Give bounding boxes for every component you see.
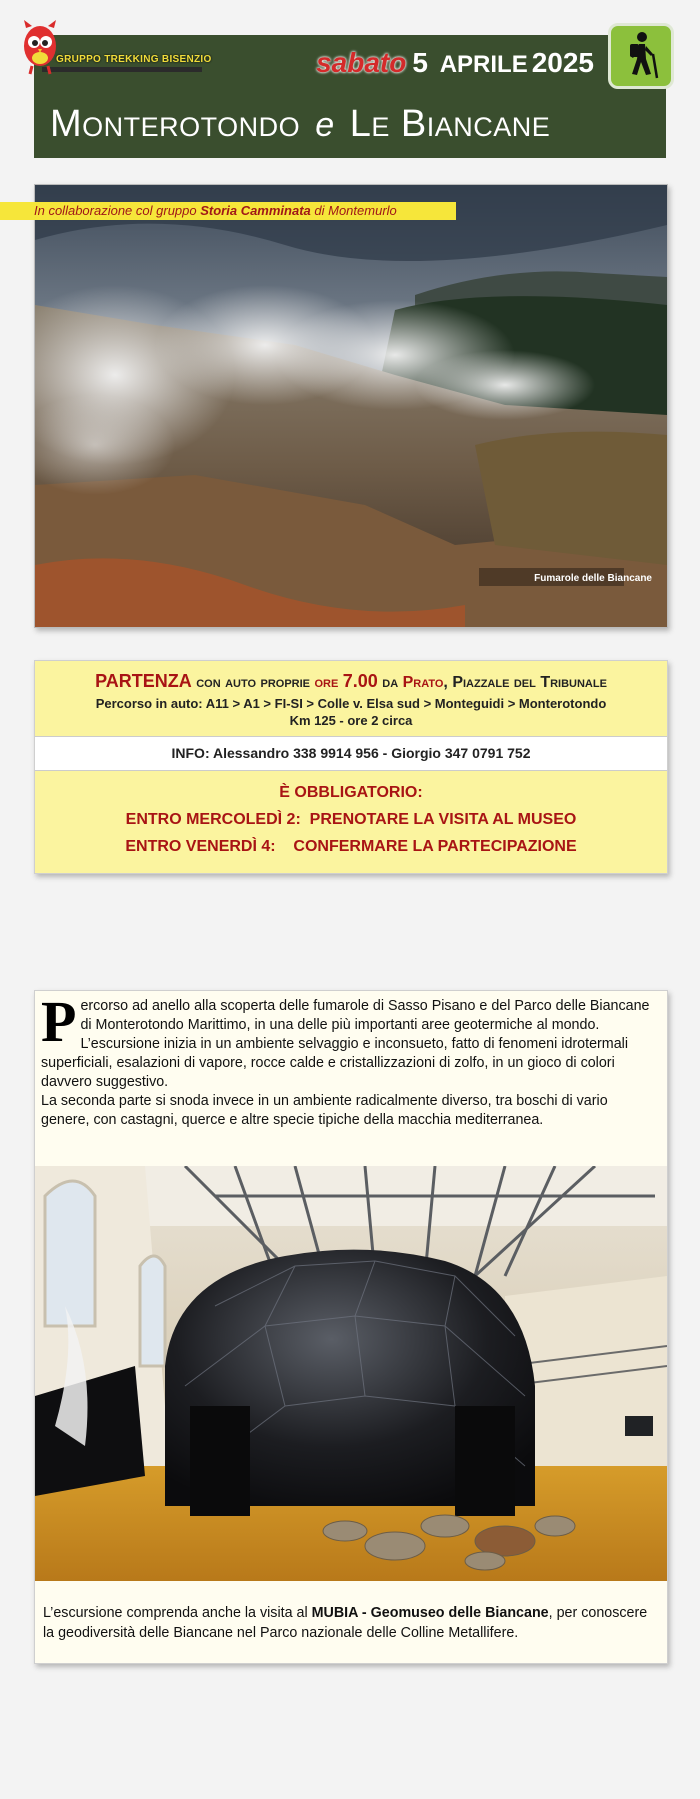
page-title — [50, 103, 550, 146]
photo-caption: Fumarole delle Biancane — [534, 573, 652, 584]
mandatory-line-1: ENTRO MERCOLEDÌ 2: PRENOTARE LA VISITA AL MUSEO — [125, 811, 577, 828]
collab-suffix: di Montemurlo — [310, 203, 397, 218]
mandatory-section — [35, 771, 667, 873]
date-number: 5 — [412, 47, 428, 78]
mandatory-title: È OBBLIGATORIO: — [279, 784, 423, 801]
description-text — [41, 989, 659, 1130]
hiker-icon-box — [608, 23, 674, 89]
date-year: 2025 — [531, 47, 594, 78]
departure-da: da — [382, 674, 399, 691]
event-date — [316, 47, 594, 79]
museum-photo — [35, 1166, 667, 1581]
hiker-icon — [611, 26, 671, 86]
title-part-1: Monterotondo — [50, 103, 301, 145]
distance-duration: Km 125 - ore 2 circa — [289, 713, 413, 728]
title-part-2: Le Biancane — [349, 103, 551, 145]
departure-line — [35, 671, 667, 692]
date-month: APRILE — [439, 51, 528, 78]
collaboration-banner — [0, 202, 456, 220]
mandatory-line-2: ENTRO VENERDÌ 4: CONFERMARE LA PARTECIPAZIONE — [125, 838, 577, 855]
title-connector: e — [315, 106, 335, 144]
departure-place: , Piazzale del Tribunale — [443, 674, 607, 691]
description-paragraph-2: La seconda parte si snoda invece in un ambiente radicalmente diverso, tra boschi di vario genere, con castagni, querce e altre specie tipiche della macchia mediterranea. — [41, 1093, 608, 1128]
departure-time: 7.00 — [342, 671, 378, 691]
fumarole-photo — [34, 184, 668, 628]
group-name: GRUPPO TREKKING BISENZIO — [56, 54, 212, 65]
collab-group: Storia Camminata — [200, 203, 311, 218]
departure-section — [35, 661, 667, 736]
date-day: sabato — [316, 47, 407, 78]
collab-prefix: In collaborazione col gruppo — [34, 203, 201, 218]
owl-logo — [18, 18, 62, 76]
museum-name: MUBIA - Geomuseo delle Biancane — [311, 1605, 549, 1621]
drop-cap: P — [41, 989, 77, 1054]
departure-ore: ore — [314, 674, 339, 691]
car-route: Percorso in auto: A11 > A1 > FI-SI > Colle v. Elsa sud > Monteguidi > Monterotondo — [95, 696, 607, 711]
description-panel — [34, 990, 668, 1664]
departure-city: Prato — [402, 674, 444, 691]
contact-info: INFO: Alessandro 338 9914 956 - Giorgio 347 0791 752 — [35, 736, 667, 771]
departure-label: PARTENZA — [95, 671, 192, 691]
museum-description — [43, 1603, 661, 1643]
museum-text-suffix: , per conoscere la geodiversità delle Biancane nel Parco nazionale delle Colline Metallifere. — [43, 1605, 648, 1641]
departure-info-box — [34, 660, 668, 874]
departure-by-car: con auto proprie — [196, 674, 310, 691]
description-paragraph-1: ercorso ad anello alla scoperta delle fumarole di Sasso Pisano e del Parco delle Biancane di Monterotondo Marittimo, in una delle più importanti aree geotermiche al mondo. L’escursione inizia in un ambiente selvaggio e inconsueto, fatto di fenomeni idrotermali superficiali, esalazioni di vapore, rocce calde e cristallizzazioni di zolfo, in un gioco di colori davvero suggestivo. — [41, 998, 650, 1090]
museum-text-prefix: L’escursione comprenda anche la visita al — [43, 1605, 312, 1621]
logo-underline — [42, 67, 202, 72]
